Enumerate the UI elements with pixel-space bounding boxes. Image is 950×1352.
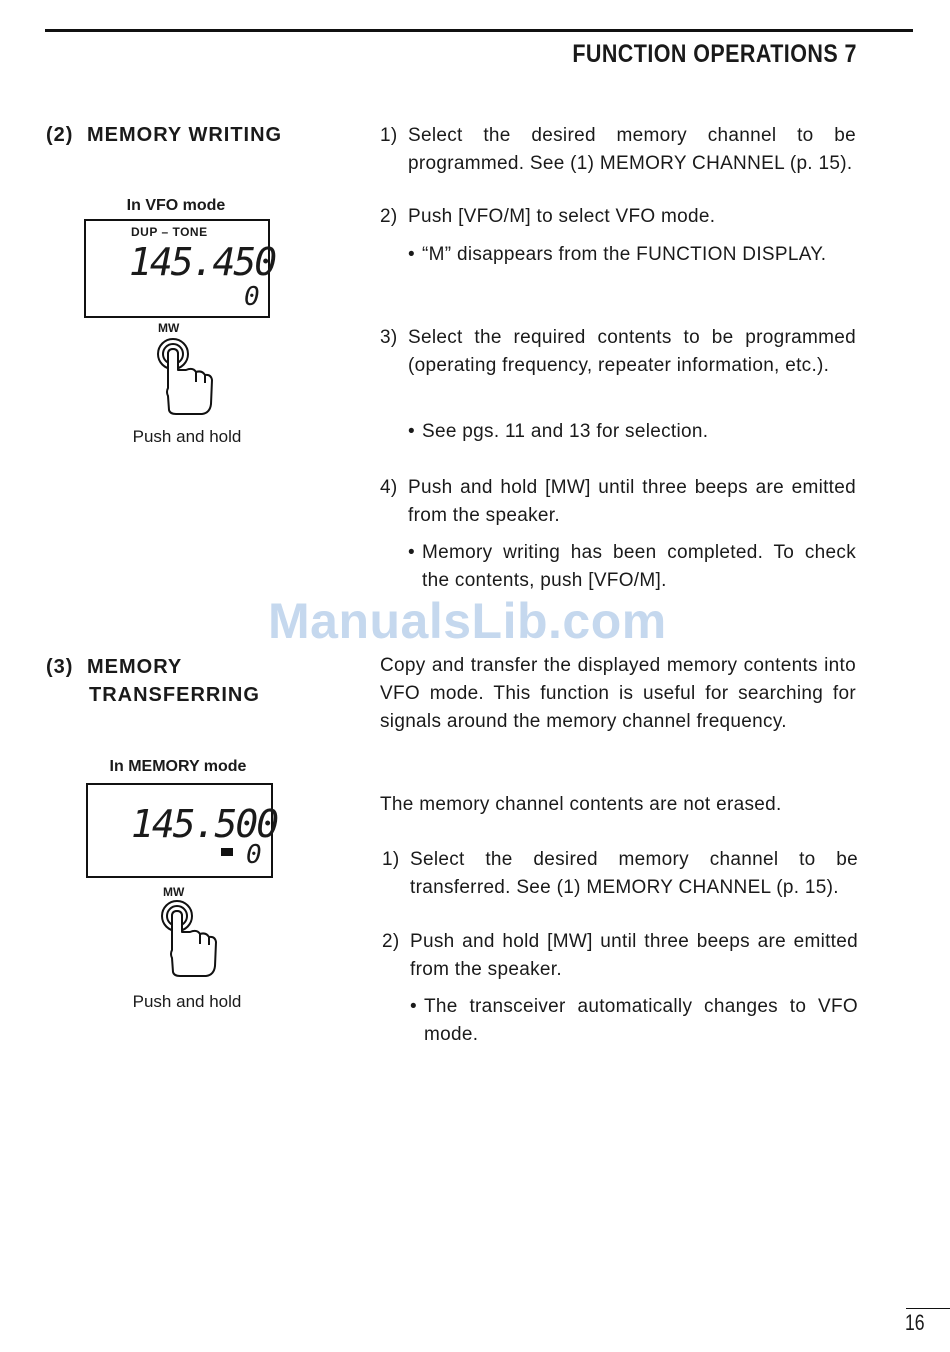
section-title-line1: MEMORY (87, 656, 183, 678)
writing-step-3 (380, 324, 856, 380)
transfer-note-paragraph: The memory channel contents are not erased. (380, 794, 782, 815)
header-rule (45, 29, 913, 32)
lcd-frequency: 145.450 (129, 240, 276, 284)
memory-mode-label: In MEMORY mode (109, 758, 247, 775)
transfer-intro-paragraph: Copy and transfer the displayed memory contents into VFO mode. This function is useful for searching for signals around the memory channel frequency. (380, 655, 856, 732)
bullet-dot: • (410, 996, 417, 1017)
push-hold-caption: Push and hold (132, 427, 242, 446)
lcd-channel: 0 (246, 840, 262, 870)
page-number: 16 (905, 1310, 925, 1335)
bullet-text: The transceiver automatically changes to VFO mode. (424, 996, 858, 1045)
bullet-text: “M” disappears from the FUNCTION DISPLAY. (422, 244, 827, 265)
step-text: Select the desired memory channel to be programmed. See (1) MEMORY CHANNEL (p. 15). (408, 125, 856, 174)
step-text: Select the desired memory channel to be transferred. See (1) MEMORY CHANNEL (p. 15). (410, 849, 858, 898)
push-hold-hand-icon (152, 336, 218, 416)
lcd-display-vfo (84, 219, 276, 318)
step-number: 2) (382, 931, 400, 952)
writing-step-3-note (408, 418, 856, 446)
step-number: 1) (380, 125, 398, 146)
step-text: Push and hold [MW] until three beeps are emitted from the speaker. (408, 477, 856, 526)
bullet-dot: • (408, 542, 415, 563)
writing-step-1 (380, 122, 856, 178)
step-text: Push and hold [MW] until three beeps are emitted from the speaker. (410, 931, 858, 980)
lcd-display-memory (86, 783, 278, 878)
section-memory-transferring-title (46, 653, 260, 709)
section-memory-writing-title (46, 121, 282, 149)
memory-mark-icon (221, 848, 233, 856)
push-hold-caption: Push and hold (132, 992, 242, 1011)
section-number: (3) (46, 656, 74, 678)
writing-step-2-note (408, 241, 856, 269)
step-number: 2) (380, 206, 398, 227)
writing-step-4-note (408, 539, 856, 595)
push-hold-hand-icon (156, 898, 222, 978)
mw-button-label: MW (158, 321, 180, 335)
step-text: Select the required contents to be programmed (operating frequency, repeater information, etc.). (408, 327, 856, 376)
vfo-mode-label: In VFO mode (126, 197, 226, 214)
bullet-dot: • (408, 244, 415, 265)
bullet-text: See pgs. 11 and 13 for selection. (422, 421, 709, 442)
section-title-text: MEMORY WRITING (87, 124, 283, 146)
writing-step-4 (380, 474, 856, 530)
lcd-channel: 0 (244, 282, 260, 312)
page-number-rule (906, 1308, 950, 1309)
transfer-step-2-note (410, 993, 858, 1049)
lcd-frequency: 145.500 (131, 802, 278, 846)
step-number: 1) (382, 849, 400, 870)
transfer-step-2 (382, 928, 858, 984)
lcd-indicators: DUP – TONE (131, 225, 208, 239)
page-header-title: FUNCTION OPERATIONS 7 (572, 40, 857, 68)
bullet-text: Memory writing has been completed. To check the contents, push [VFO/M]. (422, 542, 856, 591)
section-number: (2) (46, 124, 74, 146)
transfer-step-1 (382, 846, 858, 902)
bullet-dot: • (408, 421, 415, 442)
step-number: 3) (380, 327, 398, 348)
watermark: ManualsLib.com (268, 593, 667, 649)
section-title-line2: TRANSFERRING (89, 684, 260, 706)
writing-step-2 (380, 203, 856, 231)
mw-button-label: MW (163, 885, 185, 899)
step-text: Push [VFO/M] to select VFO mode. (408, 206, 716, 227)
step-number: 4) (380, 477, 398, 498)
